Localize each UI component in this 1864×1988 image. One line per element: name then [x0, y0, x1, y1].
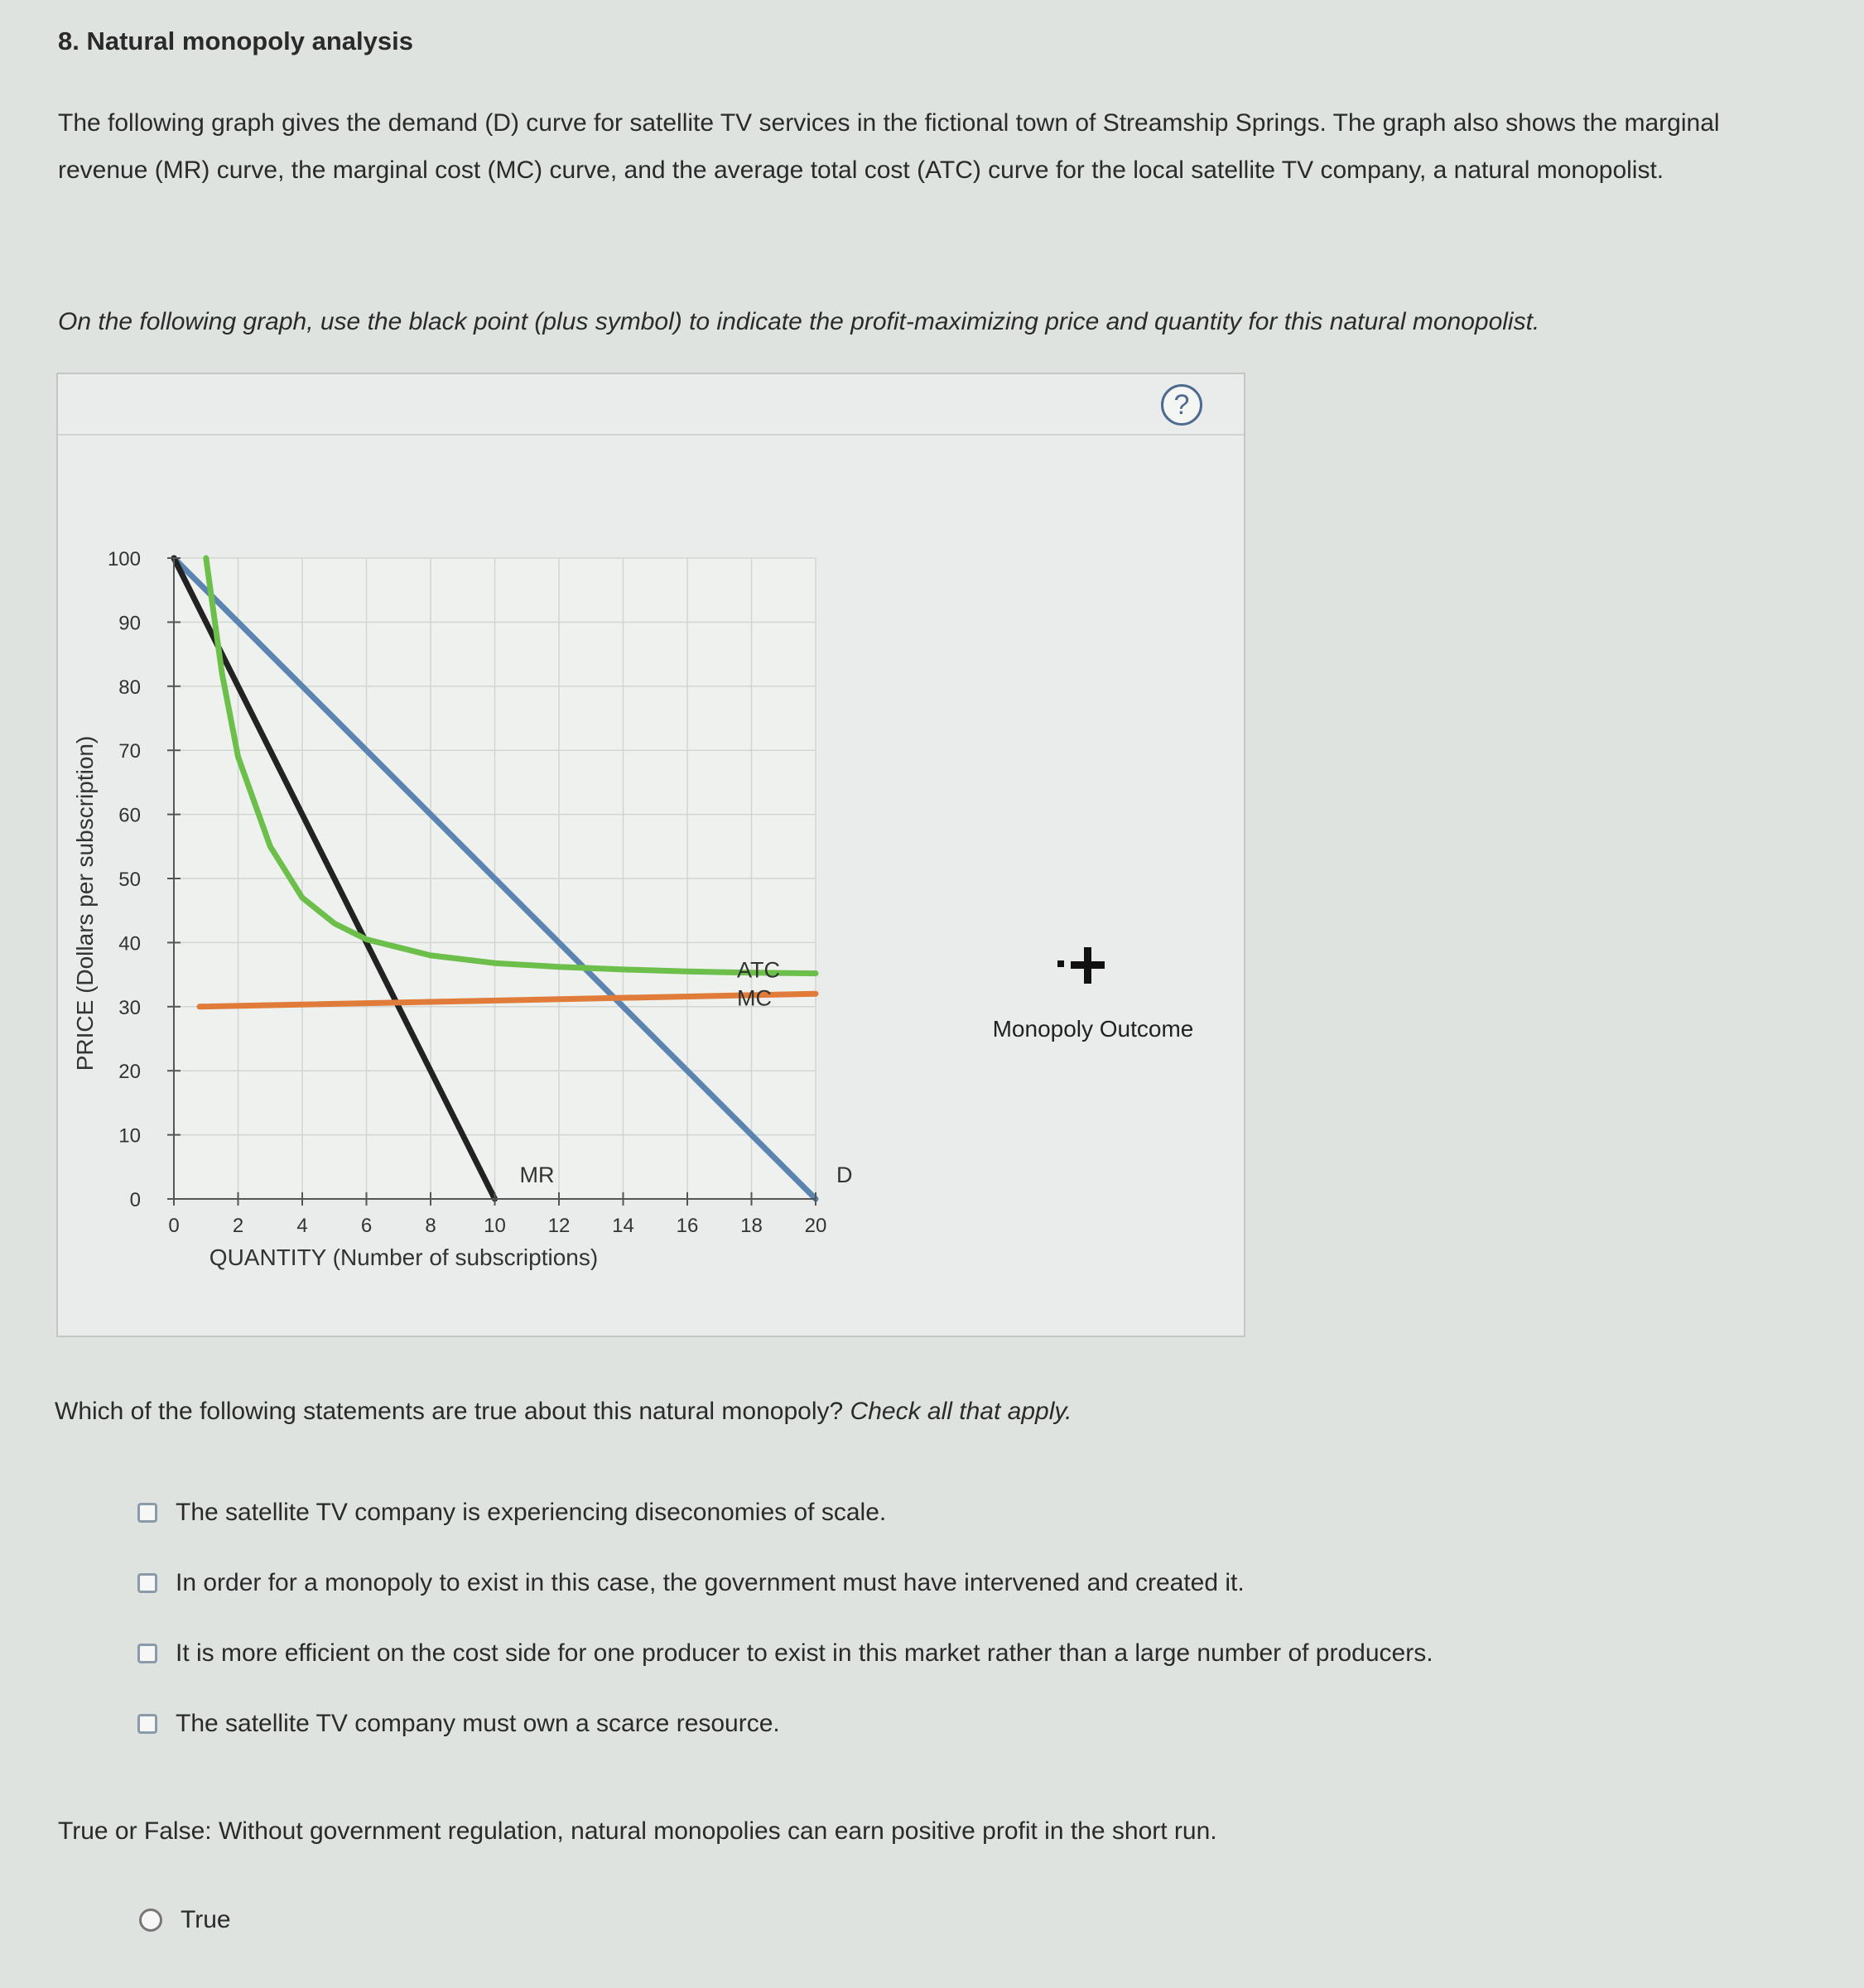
- series-label-mr: MR: [519, 1162, 555, 1187]
- y-tick-label: 10: [118, 1124, 141, 1148]
- statement-option-3[interactable]: [137, 1639, 1433, 1668]
- y-tick-label: 40: [118, 932, 141, 955]
- y-tick-label: 60: [118, 804, 141, 827]
- y-tick-label: 20: [118, 1061, 141, 1084]
- y-tick-label: 90: [118, 612, 141, 635]
- x-axis-label: QUANTITY (Number of subscriptions): [209, 1244, 599, 1270]
- x-tick-label: 12: [547, 1215, 571, 1237]
- x-tick-label: 20: [804, 1215, 827, 1237]
- checkbox[interactable]: [137, 1644, 157, 1663]
- help-icon[interactable]: ?: [1161, 384, 1202, 426]
- x-tick-label: 18: [740, 1215, 763, 1237]
- x-tick-label: 4: [296, 1215, 308, 1237]
- graph-panel: [56, 373, 1245, 1337]
- statement-option-2[interactable]: [137, 1569, 1245, 1597]
- statements-question-hint: Check all that apply.: [850, 1398, 1072, 1425]
- true-false-question: True or False: Without government regulation, natural monopolies can earn positive profit in the short run.: [58, 1817, 1217, 1845]
- series-label-d: D: [836, 1162, 853, 1187]
- x-tick-label: 0: [168, 1215, 180, 1237]
- y-tick-label: 0: [129, 1189, 141, 1211]
- graph-instruction: On the following graph, use the black point (plus symbol) to indicate the profit-maximizing price and quantity for this natural monopolist.: [58, 308, 1540, 335]
- radio-option-true[interactable]: [139, 1906, 231, 1934]
- x-tick-label: 14: [612, 1215, 634, 1237]
- statement-label: In order for a monopoly to exist in this case, the government must have intervened and created it.: [176, 1569, 1245, 1596]
- y-tick-label: 70: [118, 740, 141, 763]
- plus-icon[interactable]: [1048, 946, 1122, 995]
- question-title: 8. Natural monopoly analysis: [58, 26, 413, 55]
- statement-label: It is more efficient on the cost side for one producer to exist in this market rather than a large number of producers.: [176, 1639, 1433, 1667]
- radio-label: True: [181, 1906, 231, 1933]
- statement-label: The satellite TV company must own a scarce resource.: [176, 1710, 780, 1737]
- monopoly-chart[interactable]: [58, 374, 1247, 1339]
- series-label-mc: MC: [737, 985, 772, 1011]
- statements-question: [55, 1398, 1072, 1426]
- intro-text: The following graph gives the demand (D) curve for satellite TV services in the fictional town of Streamship Springs. The graph also shows the marginal revenue (MR) curve, the marginal cost (MC) curve, and the average total cost (ATC) curve for the local satellite TV company, a natural monopolist.: [58, 109, 1720, 184]
- y-tick-label: 100: [107, 548, 141, 570]
- checkbox[interactable]: [137, 1503, 157, 1523]
- checkbox[interactable]: [137, 1714, 157, 1734]
- statements-question-text: Which of the following statements are true about this natural monopoly?: [55, 1398, 844, 1425]
- x-tick-label: 16: [676, 1215, 699, 1237]
- statement-option-4[interactable]: [137, 1710, 780, 1738]
- radio-button[interactable]: [139, 1909, 162, 1932]
- statement-label: The satellite TV company is experiencing diseconomies of scale.: [176, 1499, 887, 1526]
- checkbox[interactable]: [137, 1573, 157, 1593]
- x-tick-label: 8: [425, 1215, 436, 1237]
- series-label-atc: ATC: [737, 957, 780, 983]
- x-tick-label: 6: [360, 1215, 373, 1237]
- y-tick-label: 80: [118, 676, 141, 699]
- y-tick-label: 30: [118, 996, 141, 1019]
- x-tick-label: 2: [232, 1215, 244, 1237]
- statement-option-1[interactable]: [137, 1499, 886, 1527]
- y-tick-label: 50: [118, 869, 141, 891]
- monopoly-outcome-label: Monopoly Outcome: [992, 1016, 1194, 1042]
- monopoly-outcome-tool[interactable]: [1048, 946, 1122, 995]
- x-tick-label: 10: [484, 1215, 506, 1237]
- y-axis-label: PRICE (Dollars per subscription): [72, 735, 98, 1071]
